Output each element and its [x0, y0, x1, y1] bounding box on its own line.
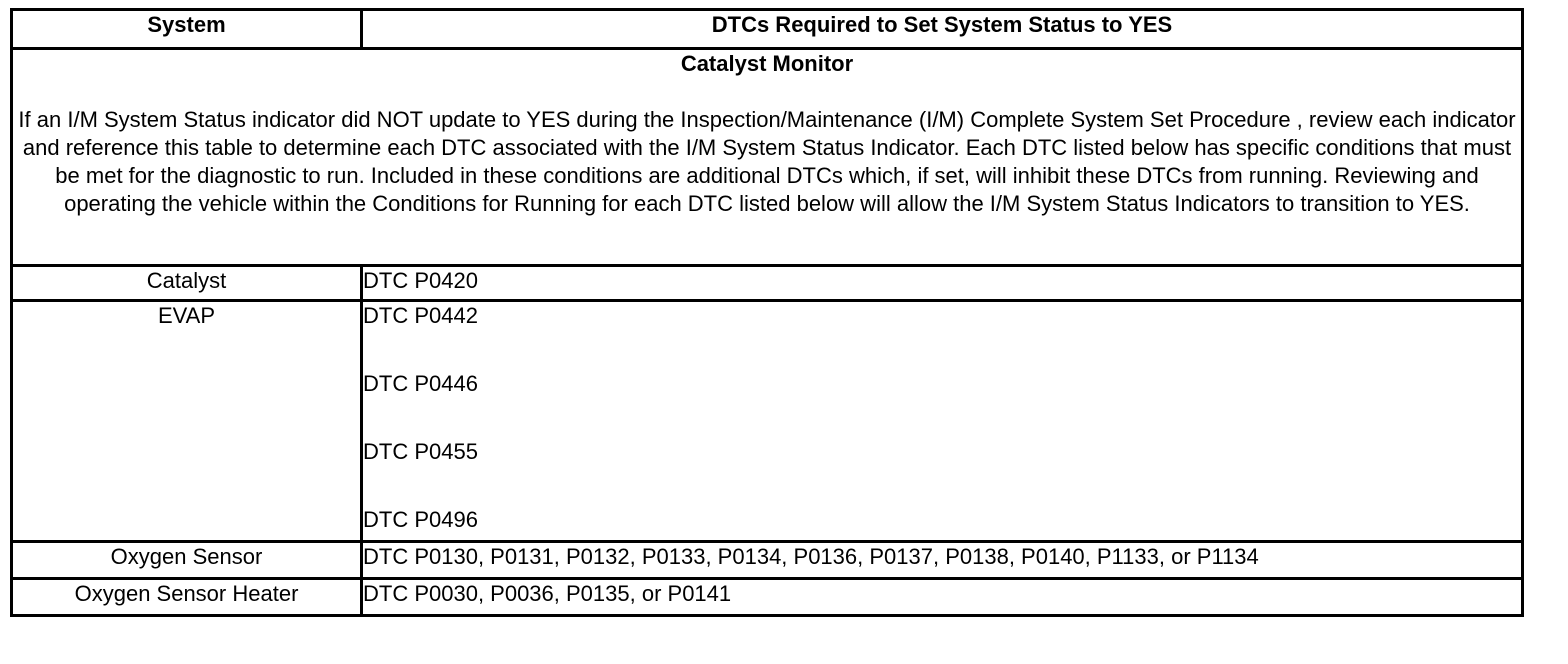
table-row [12, 579, 1523, 616]
section-row [12, 49, 1523, 266]
header-dtcs: DTCs Required to Set System Status to YES [362, 10, 1523, 49]
dtc-item: DTC P0496 [363, 507, 478, 532]
dtc-item: DTC P0446 [363, 371, 478, 396]
table-header-row [12, 10, 1523, 49]
dtc-list: DTC P0030, P0036, P0135, or P0141 [362, 579, 1523, 616]
dtc-list: DTC P0130, P0131, P0132, P0133, P0134, P0136, P0137, P0138, P0140, P1133, or P1134 [362, 542, 1523, 579]
system-name: Catalyst [12, 266, 362, 301]
system-name: EVAP [12, 301, 362, 542]
dtc-list: DTC P0420 [362, 266, 1523, 301]
section-description-cell [12, 49, 1523, 266]
system-name: Oxygen Sensor [12, 542, 362, 579]
section-title: Catalyst Monitor [680, 51, 854, 76]
dtc-list [362, 301, 1523, 542]
header-system: System [12, 10, 362, 49]
dtc-item: DTC P0442 [363, 303, 478, 328]
system-name: Oxygen Sensor Heater [12, 579, 362, 616]
table-row [12, 542, 1523, 579]
table-row [12, 301, 1523, 542]
dtc-item: DTC P0455 [363, 439, 478, 464]
dtc-requirements-table [10, 8, 1524, 617]
section-description: If an I/M System Status indicator did NOT update to YES during the Inspection/Maintenance (I/M) Complete System Set Procedure , review each indicator and reference this table to determine each DTC associated with the I/M System Status Indicator. Each DTC listed below has specific conditions that must be met for the diagnostic to run. Included in these conditions are additional DTCs which, if set, will inhibit these DTCs from running. Reviewing and operating the vehicle within the Conditions for Running for each DTC listed below will allow the I/M System Status Indicators to transition to YES. [18, 107, 1516, 216]
table-row [12, 266, 1523, 301]
evap-dtc-list [363, 302, 1521, 540]
